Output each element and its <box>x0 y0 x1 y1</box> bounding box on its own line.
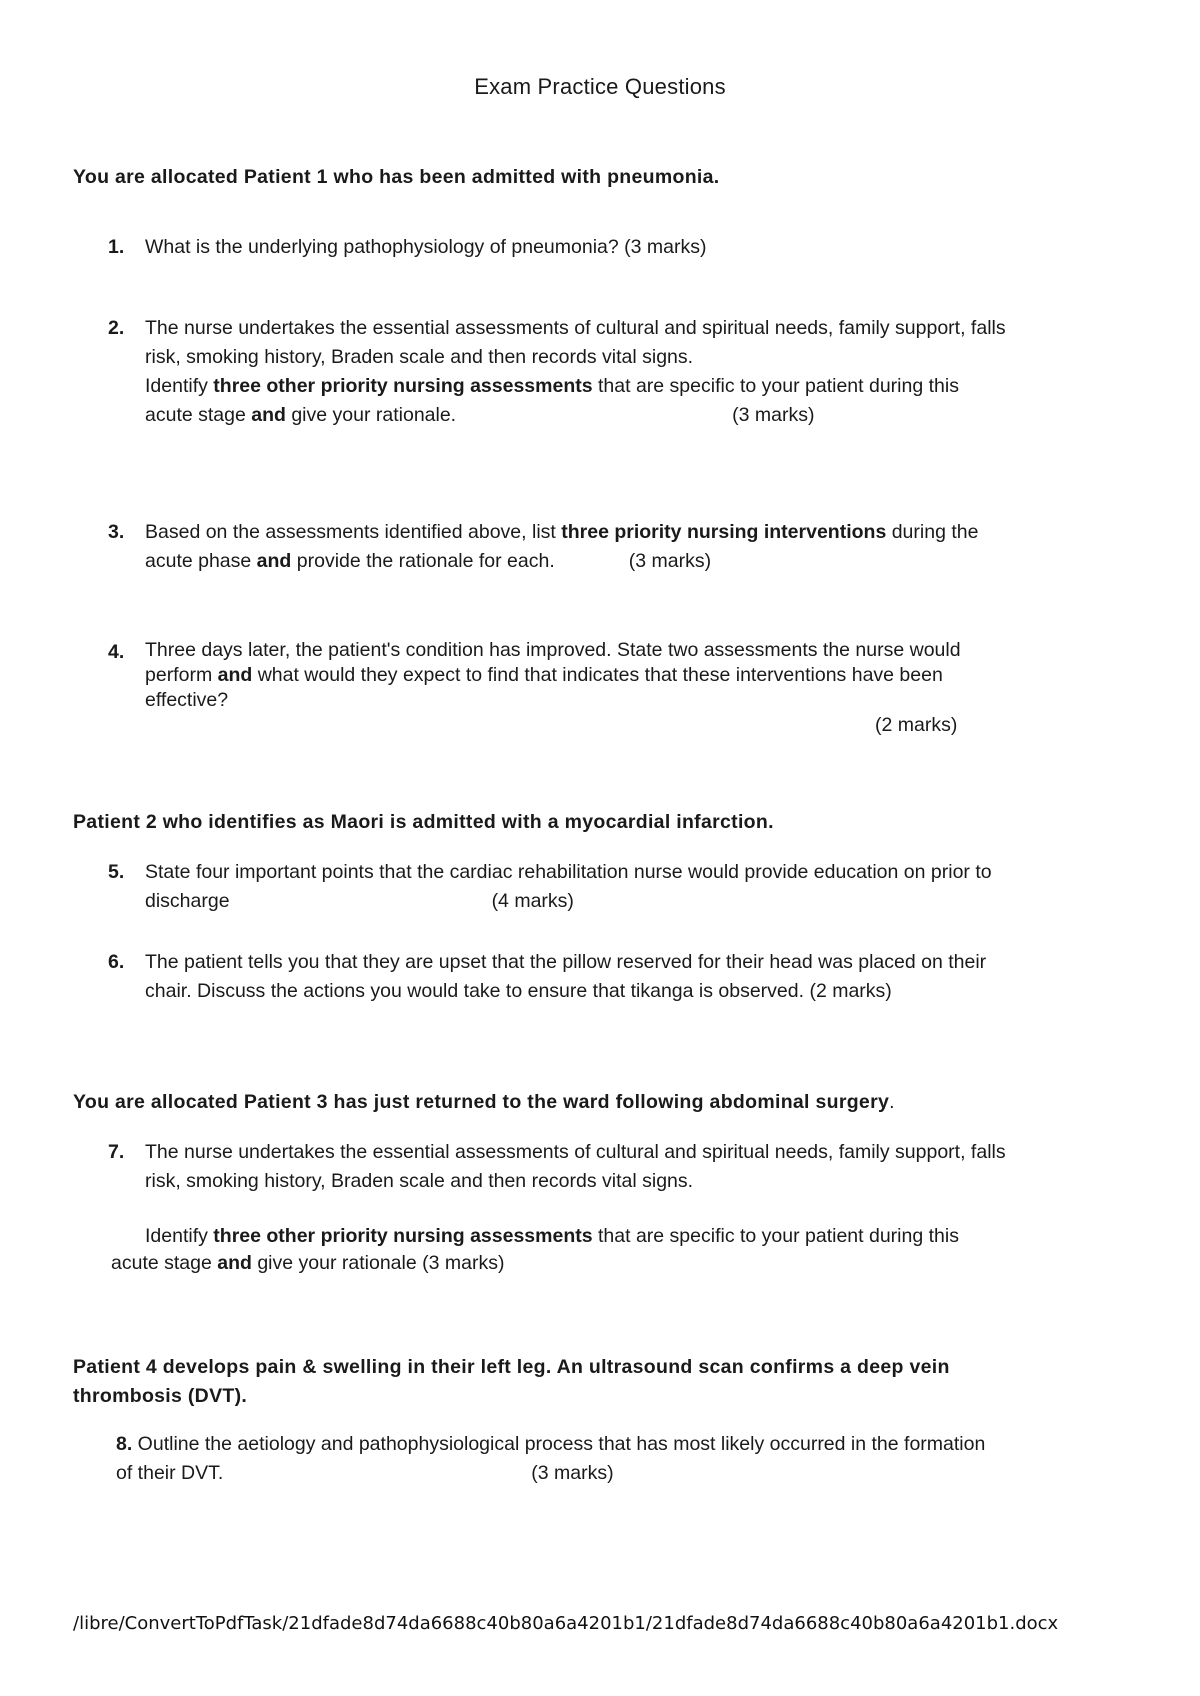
question-text-line: Based on the assessments identified above, list three priority nursing interventions during the <box>145 521 979 543</box>
question-text-line: risk, smoking history, Braden scale and then records vital signs. <box>145 346 694 368</box>
question-text-line: chair. Discuss the actions you would take to ensure that tikanga is observed. (2 marks) <box>145 980 892 1002</box>
question-number: 4. <box>108 641 125 663</box>
question-text-line: The nurse undertakes the essential assessments of cultural and spiritual needs, family support, falls <box>145 1141 1006 1163</box>
question-text-line: Three days later, the patient's condition has improved. State two assessments the nurse would <box>145 639 961 661</box>
marks-label: (3 marks) <box>531 1462 614 1484</box>
question-text-line: acute phase and provide the rationale for each. (3 marks) <box>145 550 712 572</box>
question-text-line: discharge (4 marks) <box>145 890 574 912</box>
marks-label: (3 marks) <box>628 550 712 572</box>
question-text-line: risk, smoking history, Braden scale and then records vital signs. <box>145 1170 694 1192</box>
question-number: 8. <box>116 1433 133 1455</box>
marks-label: (3 marks) <box>732 404 815 426</box>
emphasis: three other priority nursing assessments <box>213 1225 593 1247</box>
patient2-heading: Patient 2 who identifies as Maori is admitted with a myocardial infarction. <box>73 811 774 833</box>
question-text-line: Identify three other priority nursing assessments that are specific to your patient during this <box>145 375 959 397</box>
question-text: What is the underlying pathophysiology of pneumonia? (3 marks) <box>145 236 707 258</box>
patient1-heading: You are allocated Patient 1 who has been admitted with pneumonia. <box>73 166 720 188</box>
question-number: 5. <box>108 861 125 883</box>
emphasis: and <box>256 550 292 572</box>
question-4 <box>108 638 1138 738</box>
emphasis: three priority nursing interventions <box>561 521 887 543</box>
question-text-line: The patient tells you that they are upset that the pillow reserved for their head was placed on their <box>145 951 987 973</box>
question-number: 2. <box>108 317 125 339</box>
question-number: 1. <box>108 236 125 258</box>
question-text-line: acute stage and give your rationale. (3 marks) <box>145 404 815 426</box>
question-text-line: acute stage and give your rationale (3 marks) <box>111 1252 505 1274</box>
marks-label: (2 marks) <box>875 714 958 736</box>
question-1 <box>108 233 1138 262</box>
page-title: Exam Practice Questions <box>474 74 726 99</box>
emphasis: and <box>217 664 253 686</box>
file-path-footer: /libre/ConvertToPdfTask/21dfade8d74da6688c40b80a6a4201b1/21dfade8d74da6688c40b80a6a4201b1.docx <box>73 1613 1059 1634</box>
question-2 <box>108 314 1138 430</box>
question-3 <box>108 518 1138 576</box>
patient4-heading: Patient 4 develops pain & swelling in their left leg. An ultrasound scan confirms a deep vein thrombosis (DVT). <box>73 1356 950 1407</box>
emphasis: and <box>251 404 286 426</box>
marks-label: (4 marks) <box>491 890 574 912</box>
question-text-line: Identify three other priority nursing assessments that are specific to your patient during this <box>145 1225 959 1247</box>
patient3-heading: You are allocated Patient 3 has just returned to the ward following abdominal surgery. <box>73 1091 895 1113</box>
question-text-line: of their DVT. (3 marks) <box>116 1462 614 1484</box>
question-6 <box>108 948 1138 1006</box>
question-7 <box>108 1138 1138 1276</box>
emphasis: three other priority nursing assessments <box>213 375 593 397</box>
question-number: 7. <box>108 1141 125 1163</box>
question-text-line: The nurse undertakes the essential assessments of cultural and spiritual needs, family support, falls <box>145 317 1006 339</box>
emphasis: and <box>217 1252 252 1274</box>
question-text-line: 8. Outline the aetiology and pathophysiological process that has most likely occurred in the formation <box>116 1433 986 1455</box>
question-8 <box>116 1430 1146 1488</box>
question-5 <box>108 858 1138 916</box>
question-text-line: perform and what would they expect to find that indicates that these interventions have been <box>145 664 943 686</box>
question-text-line: State four important points that the cardiac rehabilitation nurse would provide education on prior to <box>145 861 992 883</box>
question-number: 6. <box>108 951 125 973</box>
question-text-line: effective? <box>145 689 229 711</box>
question-number: 3. <box>108 521 125 543</box>
